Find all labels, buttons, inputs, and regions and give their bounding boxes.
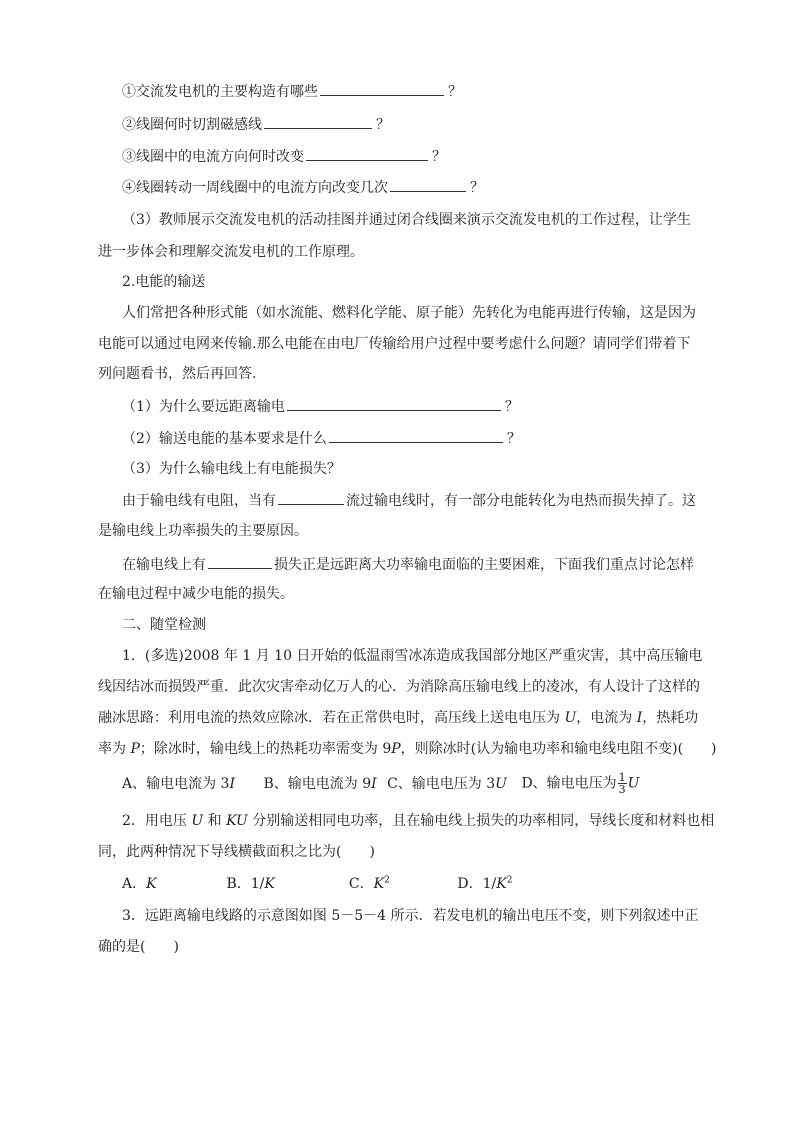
- intro-line-2: 电能可以通过电网来传输.那么电能在由电厂传输给用户过程中要考虑什么问题？请同学们带着下: [98, 336, 691, 352]
- answer-blank[interactable]: [264, 114, 372, 129]
- paragraph-3-line-1: （3）教师展示交流发电机的活动挂图并通过闭合线圈来演示交流发电机的工作过程，让学生: [122, 212, 691, 228]
- sub-question-1: （1）为什么要远距离输电 ？: [122, 396, 519, 417]
- q1-options: [122, 772, 639, 795]
- question-line-4: ④线圈转动一周线圈中的电流方向改变几次 ？: [122, 177, 484, 198]
- q1-line-4: 率为 P；除冰时，输电线上的热耗功率需变为 9P，则除冰时(认为输电功率和输电线电阻不变)( ): [98, 741, 717, 757]
- paragraph-3-line-2: 进一步体会和理解交流发电机的工作原理。: [98, 244, 364, 260]
- answer-blank[interactable]: [287, 396, 501, 411]
- q2-line-1: 2．用电压 U 和 KU 分别输送相同电功率，且在输电线上损失的功率相同，导线长度和材料也相: [122, 813, 715, 829]
- q1-option-d[interactable]: D、输电电压为 $\frac{1}{3}$ U: [521, 771, 640, 796]
- answer-blank[interactable]: [208, 554, 272, 569]
- q2-option-b[interactable]: B．1/K: [226, 876, 275, 892]
- q3-line-1: 3．远距离输电线路的示意图如图 5－5－4 所示．若发电机的输出电压不变，则下列叙述中正: [122, 908, 699, 924]
- q1-line-2: 线因结冰而损毁严重．此次灾害牵动亿万人的心．为消除高压输电线上的凌冰，有人设计了这样的: [98, 679, 700, 695]
- difficulty-paragraph-line-1: 在输电线上有 损失正是远距离大功率输电面临的主要困难，下面我们重点讨论怎样: [122, 554, 694, 575]
- loss-paragraph-line-1: 由于输电线有电阻，当有 流过输电线时，有一部分电能转化为电热而损失掉了。这: [122, 490, 696, 511]
- question-line-3: ③线圈中的电流方向何时改变 ？: [122, 146, 446, 167]
- q2-option-d[interactable]: D．$1/K^2$: [457, 875, 513, 892]
- q1-line-3: 融冰思路：利用电流的热效应除冰．若在正常供电时，高压线上送电电压为 U，电流为 I，热耗功: [98, 710, 699, 726]
- loss-paragraph-line-2: 是输电线上功率损失的主要原因。: [98, 523, 308, 539]
- q2-options: [122, 874, 512, 894]
- q2-line-2: 同，此两种情况下导线横截面积之比为( ): [98, 844, 375, 860]
- answer-blank[interactable]: [306, 146, 428, 161]
- answer-blank[interactable]: [320, 81, 444, 96]
- question-line-1: ①交流发电机的主要构造有哪些 ？: [122, 81, 462, 102]
- q1-line-1: 1．(多选)2008 年 1 月 10 日开始的低温雨雪冰冻造成我国部分地区严重灾害，其中高压输电: [122, 648, 703, 664]
- difficulty-paragraph-line-2: 在输电过程中减少电能的损失。: [98, 586, 294, 602]
- intro-line-1: 人们常把各种形式能（如水流能、燃料化学能、原子能）先转化为电能再进行传输，这是因为: [122, 305, 696, 321]
- answer-blank[interactable]: [329, 428, 503, 443]
- q2-option-a[interactable]: A．K: [122, 876, 157, 892]
- answer-blank[interactable]: [390, 177, 466, 192]
- q2-option-c[interactable]: C．$K^2$: [348, 875, 390, 892]
- question-line-2: ②线圈何时切割磁感线 ？: [122, 114, 390, 135]
- section-title-power-transmission: 2.电能的输送: [122, 274, 206, 290]
- q3-line-2: 确的是( ): [98, 939, 179, 955]
- fraction: $\frac{1}{3}$: [618, 771, 626, 796]
- section-title-check: 二、随堂检测: [122, 617, 206, 633]
- q1-option-c[interactable]: C、输电电压为 3U: [387, 775, 507, 792]
- q1-option-b[interactable]: B、输电电流为 9I: [263, 775, 377, 792]
- sub-question-3: （3）为什么输电线上有电能损失？: [122, 461, 341, 477]
- answer-blank[interactable]: [278, 490, 344, 505]
- intro-line-3: 列问题看书，然后再回答.: [98, 366, 257, 382]
- sub-question-2: （2）输送电能的基本要求是什么 ？: [122, 428, 521, 449]
- q1-option-a[interactable]: A、输电电流为 3I: [122, 775, 235, 792]
